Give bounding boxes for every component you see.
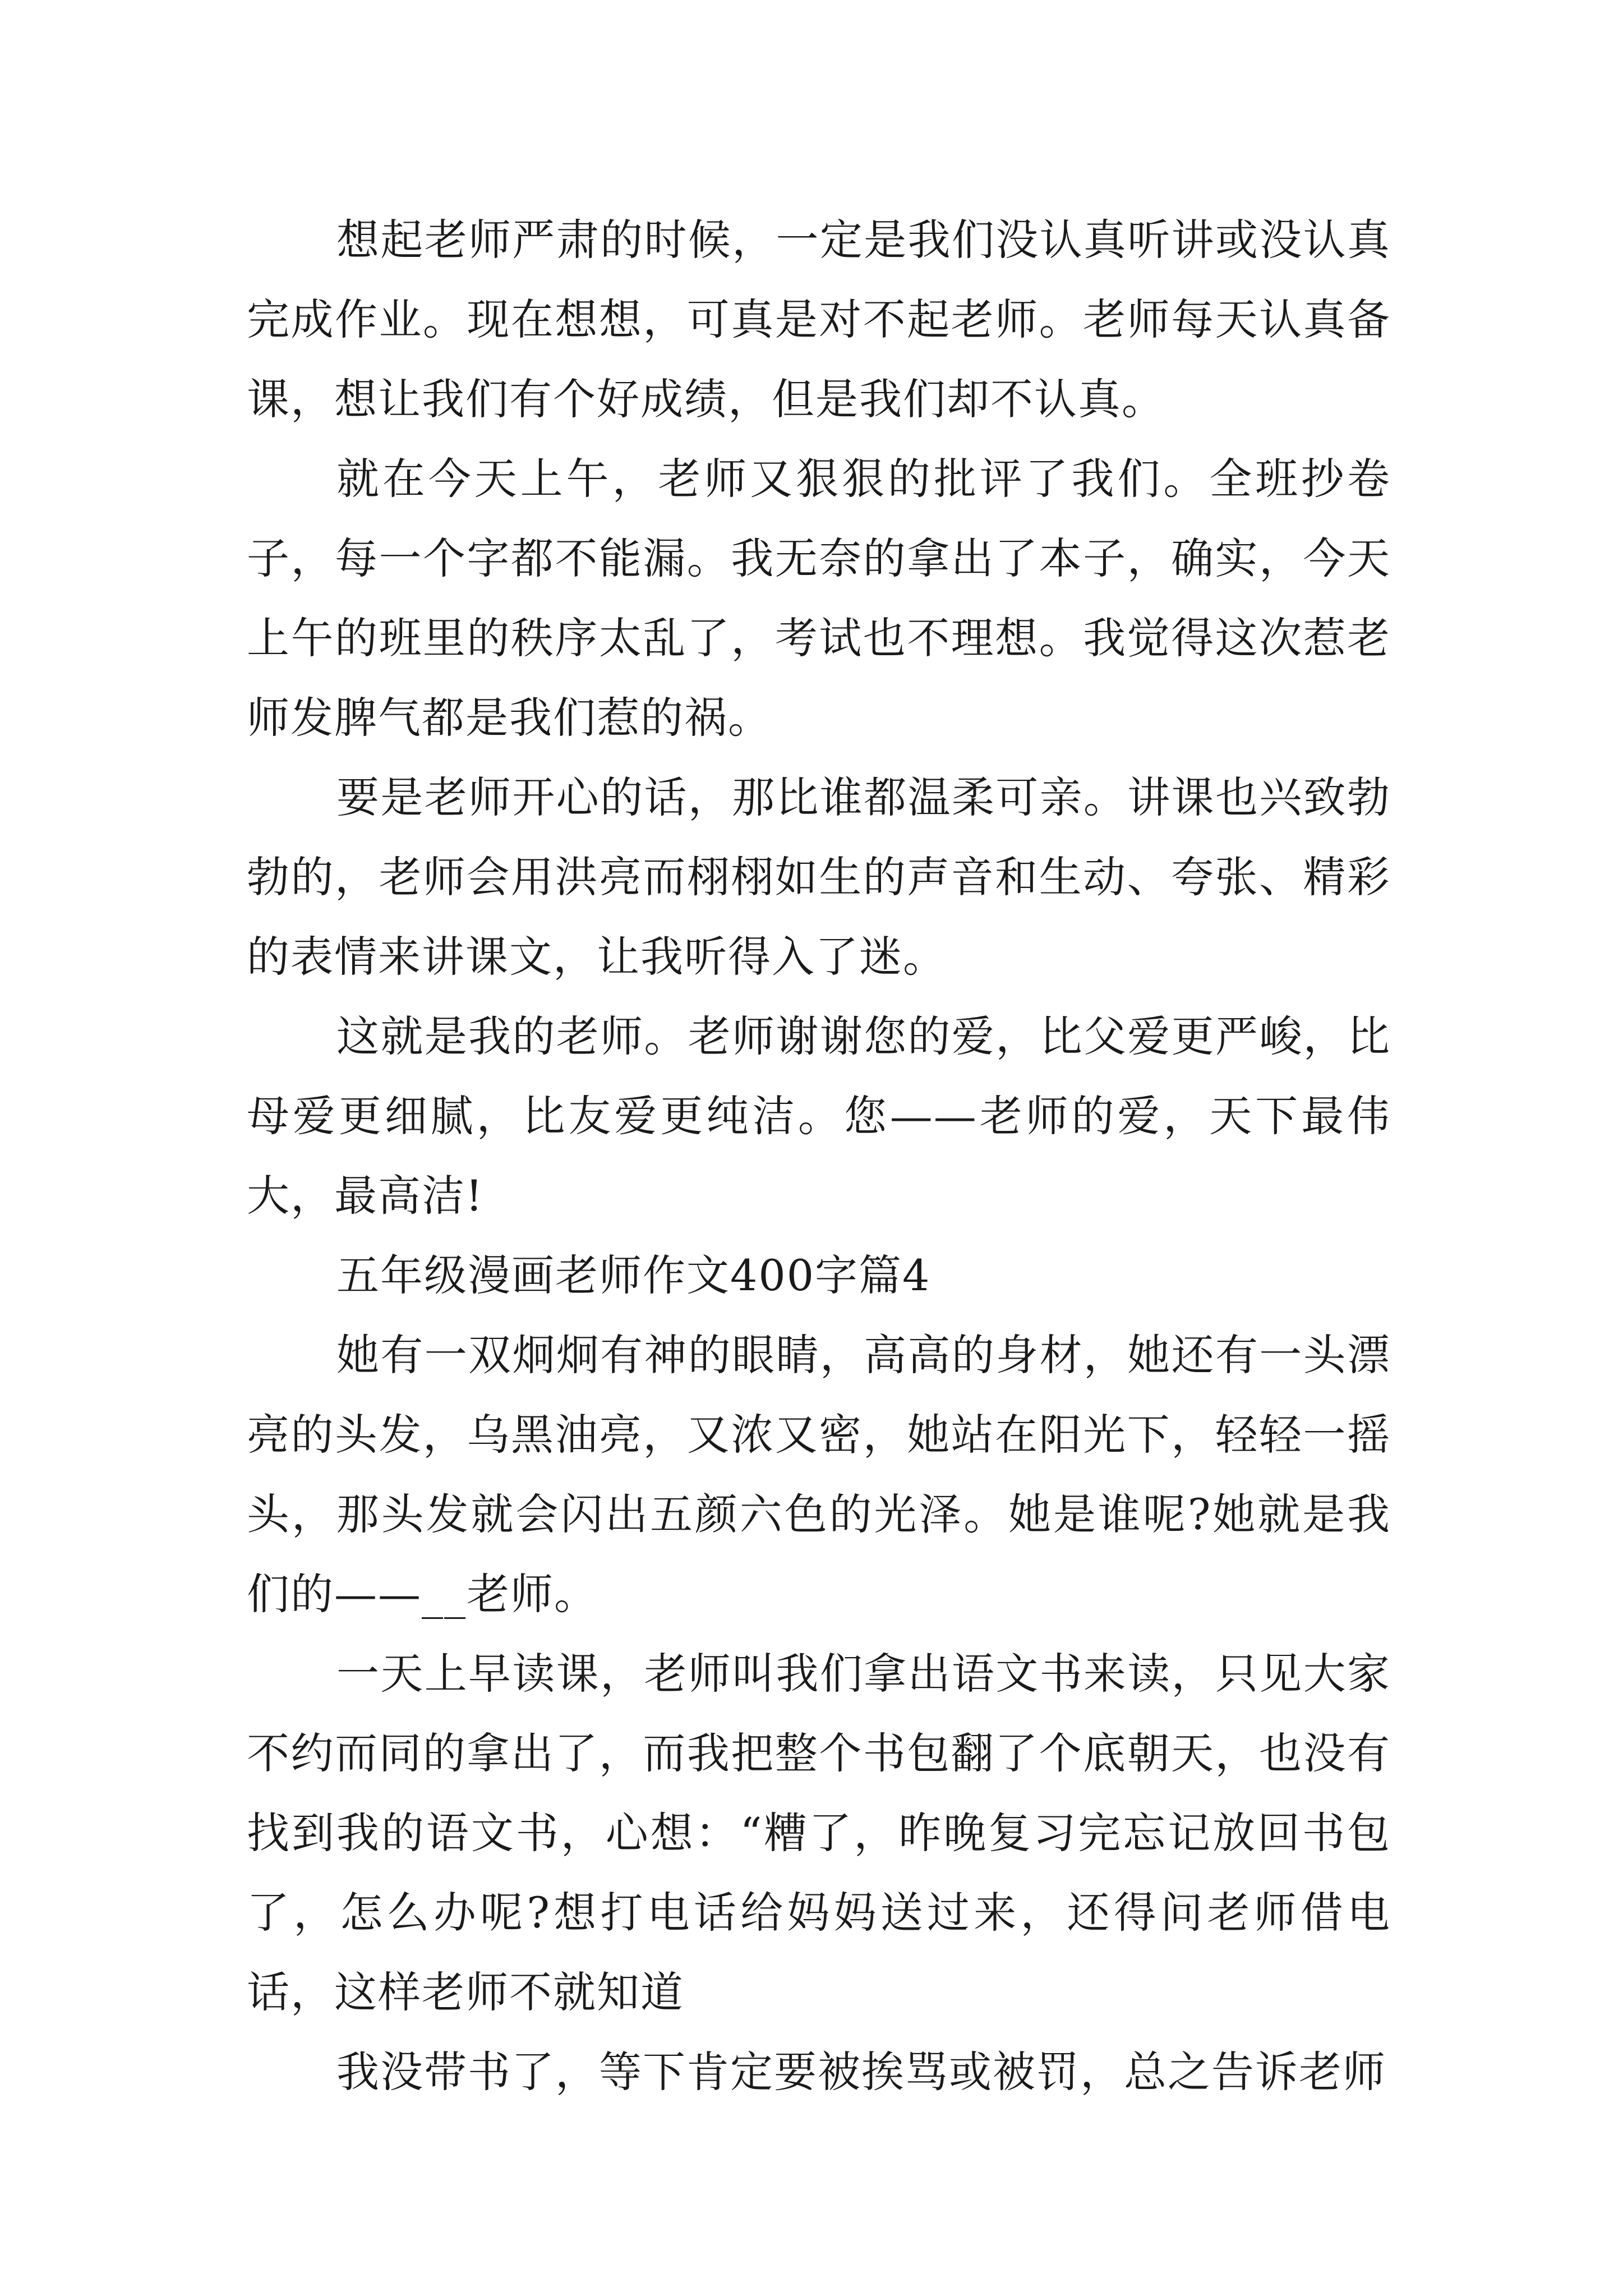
- section-paragraph-1: 她有一双炯炯有神的眼睛，高高的身材，她还有一头漂亮的头发，乌黑油亮，又浓又密，她站在阳光下，轻轻一摇头，那头发就会闪出五颜六色的光泽。她是谁呢?她就是我们的——__老师。: [247, 1330, 1391, 1619]
- section-paragraph-3: 我没带书了，等下肯定要被挨骂或被罚，总之告诉老师: [336, 2047, 1386, 2097]
- document-page: [247, 200, 1391, 2112]
- paragraph-3: 要是老师开心的话，那比谁都温柔可亲。讲课也兴致勃勃的，老师会用洪亮而栩栩如生的声音和生动、夸张、精彩的表情来讲课文，让我听得入了迷。: [247, 772, 1391, 982]
- paragraph-2: 就在今天上午，老师又狠狠的批评了我们。全班抄卷子，每一个字都不能漏。我无奈的拿出了本子，确实，今天上午的班里的秩序太乱了，考试也不理想。我觉得这次惹老师发脾气都是我们惹的祸。: [247, 454, 1391, 743]
- paragraph-1: 想起老师严肃的时候，一定是我们没认真听讲或没认真完成作业。现在想想，可真是对不起老师。老师每天认真备课，想让我们有个好成绩，但是我们却不认真。: [247, 215, 1391, 424]
- section-paragraph-2: 一天上早读课，老师叫我们拿出语文书来读，只见大家不约而同的拿出了，而我把整个书包翻了个底朝天，也没有找到我的语文书，心想：“糟了，昨晚复习完忘记放回书包了，怎么办呢?想打电话给妈妈送过来，还得问老师借电话，这样老师不就知道: [247, 1649, 1391, 2017]
- paragraph-4: 这就是我的老师。老师谢谢您的爱，比父爱更严峻，比母爱更细腻，比友爱更纯洁。您——老师的爱，天下最伟大，最高洁!: [247, 1011, 1391, 1221]
- section-heading: 五年级漫画老师作文400字篇4: [336, 1250, 931, 1300]
